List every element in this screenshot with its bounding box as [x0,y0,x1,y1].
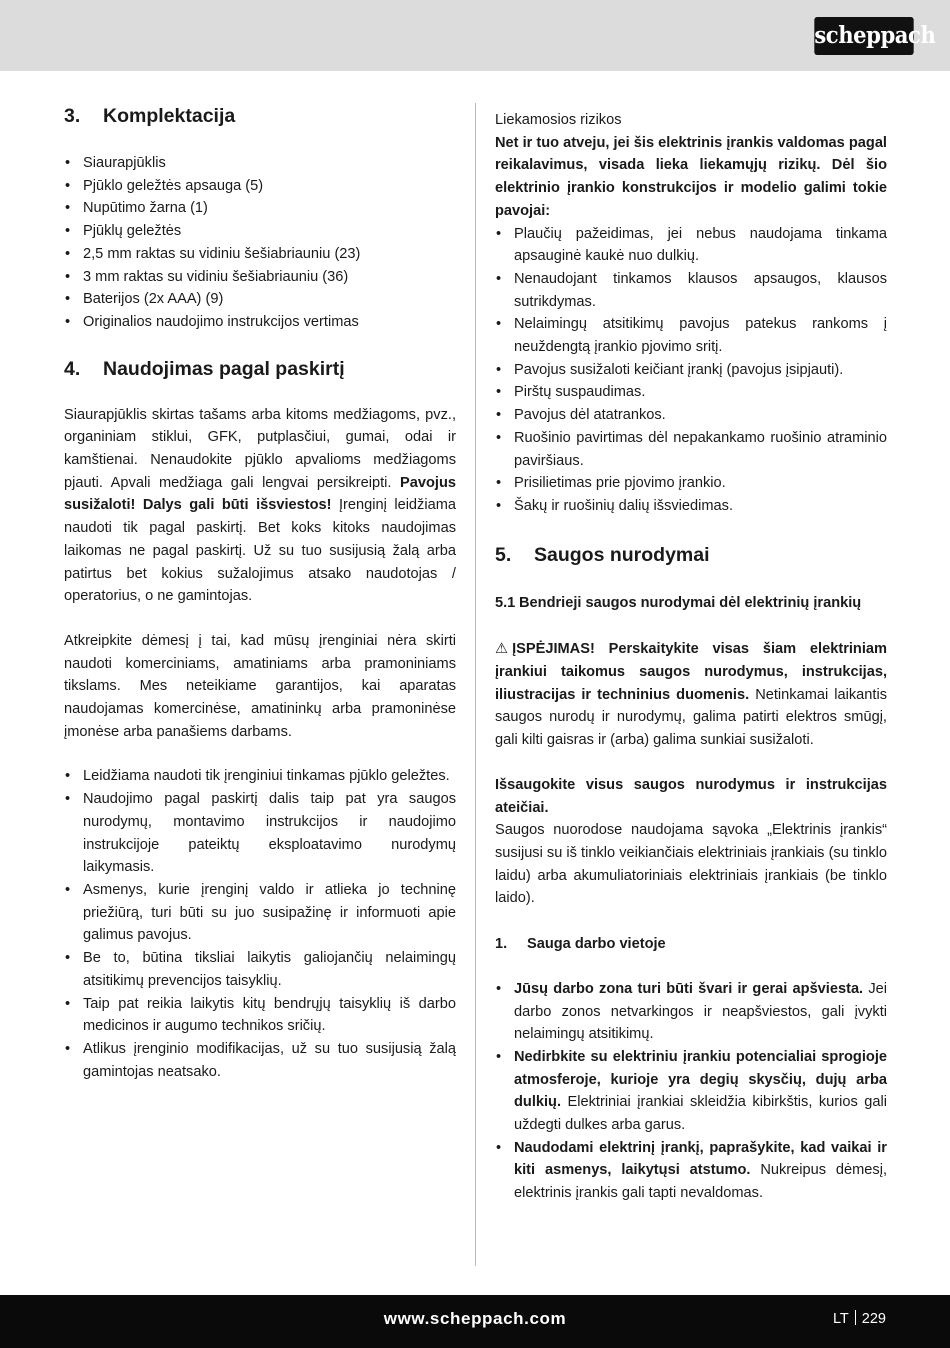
subsection-title: Bendrieji saugos nurodymai dėl elektrinių įrankių [519,594,862,611]
warning-paragraph [495,638,887,752]
list-item: • Siaurapjūklis [64,152,456,175]
list-item: • Pjūklo geležtės apsauga (5) [64,175,456,198]
section-5-heading [495,542,887,568]
item-bold: Nedirbkite su elektriniu įrankiu potencialiai sprogioje atmosferoje, kurioje yra degių skysčių, dujų arba dulkių. [514,1048,887,1111]
section-4-heading [64,356,456,382]
list-item [495,1137,887,1205]
website-url: www.scheppach.com [383,1309,567,1328]
list-item: • Naudojimo pagal paskirtį dalis taip pat yra saugos nurodymų, montavimo instrukcijos ir naudojimo instrukcijoje pateiktų eksploatavimo nurodymų laikymasis. [64,788,456,879]
scheppach-logo: scheppach [814,17,913,55]
contents-list [64,152,456,334]
right-column [495,109,887,1205]
list-item: • Nupūtimo žarna (1) [64,197,456,220]
keep-instructions-bold: Išsaugokite visus saugos nurodymus ir instrukcijas ateičiai. [495,776,887,816]
list-item: • Plaučių pažeidimas, jei nebus naudojama tinkama apsauginė kaukė nuo dulkių. [495,223,887,268]
paragraph-text: Įrenginį leidžiama naudoti tik pagal paskirtį. Bet koks kitoks naudojimas laikomas ne pagal paskirtį. Už su tuo susijusią žalą arba patirtus bet kokius sužalojimus atsako naudotojas / operatorius, o ne gamintojas. [64,497,456,605]
item-text: Nukreipus dėmesį, elektrinis įrankis gali tapti nevaldomas. [514,1162,887,1202]
warning-icon: ⚠ [495,641,509,658]
warning-bold: ĮSPĖJIMAS! Perskaitykite visas šiam elektriniam įrankiui taikomus saugos nurodymus, instrukcijas, iliustracijas ir techninius duomenis. [495,641,887,703]
footer [0,1295,950,1348]
commercial-use-paragraph: Atkreipkite dėmesį į tai, kad mūsų įrenginiai nėra skirti naudoti komerciniams, amatiniams arba pramoniniams tikslams. Mes neteikiame garantijos, kai aparatas naudojamas komercinėse, amatininkų arba pramoninėse įmonėse arba panašiems darbams. [64,632,456,740]
separator [855,1310,856,1325]
residual-risks-title: Liekamosios rizikos [495,112,622,128]
list-item: • Originalios naudojimo instrukcijos vertimas [64,311,456,334]
list-item: • Taip pat reikia laikytis kitų bendrųjų taisyklių iš darbo medicinos ir augumo technikos sričių. [64,993,456,1038]
list-item: • 2,5 mm raktas su vidiniu šešiabriauniu (23) [64,243,456,266]
header-band [0,0,950,71]
list-item: • Be to, būtina tiksliai laikytis galiojančių nelaimingų atsitikimų prevencijos taisyklių. [64,947,456,992]
section-number: 5. [495,543,512,566]
left-column [64,103,456,1083]
list-item: • Atlikus įrenginio modifikacijas, už su tuo susijusią žalą gamintojas neatsako. [64,1038,456,1083]
page-indicator [833,1310,886,1327]
residual-risks-list [495,223,887,518]
subsection-number: 5.1 [495,594,516,611]
list-item [495,978,887,1046]
section-number: 4. [64,357,81,380]
list-item: • Nelaimingų atsitikimų pavojus patekus rankoms į neuždengtą įrankio pjovimo sritį. [495,313,887,358]
subsection-5-1-heading [495,592,887,615]
item-bold: Jūsų darbo zona turi būti švari ir gerai apšviesta. [514,980,864,997]
list-item: • Pjūklų geležtės [64,220,456,243]
intended-use-list [64,765,456,1083]
section-number: 3. [64,105,81,127]
list-item: • Pavojus dėl atatrankos. [495,404,887,427]
section-title: Komplektacija [103,105,236,127]
keep-instructions-text: Saugos nuorodose naudojama sąvoka „Elektrinis įrankis“ susijusi su iš tinklo veikiančiais elektriniais įrankiais (su tinklo laidu) arba akumuliatoriniais elektriniais įrankiais (be tinklo laido). [495,822,887,907]
paragraph-text: Siaurapjūklis skirtas tašams arba kitoms medžiagoms, pvz., organiniam stiklui, GFK, putplasčiui, gumai, odai ir kamštienai. Nenaudokite pjūklo apvalioms medžiagoms pjauti. Apvali medžiaga gali lengvai persikreipti. [64,406,456,491]
list-item: • Šakų ir ruošinių dalių išsviedimas. [495,495,887,518]
column-divider [475,103,476,1266]
section-3-heading [64,103,456,129]
intended-use-paragraph [64,404,456,608]
item-bold: Naudodami elektrinį įrankį, paprašykite, kad vaikai ir kiti asmenys, laikytųsi atstumo. [514,1139,887,1179]
item-text: Jei darbo zonos netvarkingos ir neapšviestos, gali įvykti nelaimingų atsitikimų. [514,980,887,1043]
page-number: 229 [861,1311,886,1327]
residual-risks-intro: Net ir tuo atveju, jei šis elektrinis įrankis valdomas pagal reikalavimus, visada lieka liekamųjų rizikų. Dėl šio elektrinio įrankio konstrukcijos ir modelio galimi tokie pavojai: [495,134,887,219]
list-item: • 3 mm raktas su vidiniu šešiabriauniu (36) [64,266,456,289]
section-title: Saugos nurodymai [534,543,710,566]
section-title: Naudojimas pagal paskirtį [103,357,345,380]
list-item: • Leidžiama naudoti tik įrenginiui tinkamas pjūklo geležtes. [64,765,456,788]
list-item: • Nenaudojant tinkamos klausos apsaugos, klausos sutrikdymas. [495,268,887,313]
paragraph-text: Netinkamai laikantis saugos nurodų ir nurodymų, galima patirti elektros smūgį, gali kilti gaisras ir (arba) galima sunkiai susižaloti. [495,686,887,749]
work-safety-list [495,978,887,1205]
section-number: 1. [495,936,508,953]
list-item: • Ruošinio pavirtimas dėl nepakankamo ruošinio atraminio paviršiaus. [495,427,887,472]
danger-note: Pavojus susižaloti! Dalys gali būti išsviestos! [64,474,456,514]
item-text: Elektriniai įrankiai skleidžia kibirkštis, kurios gali uždegti dulkes arba garus. [514,1094,887,1134]
list-item: • Baterijos (2x AAA) (9) [64,288,456,311]
list-item: • Pavojus susižaloti keičiant įrankį (pavojus įsipjauti). [495,359,887,382]
list-item [495,1046,887,1137]
list-item: • Asmenys, kurie įrenginį valdo ir atlieka jo techninę priežiūrą, turi būti su juo susipažinę ir informuoti apie galimus pavojus. [64,879,456,947]
list-item: • Pirštų suspaudimas. [495,381,887,404]
language-code: LT [832,1311,849,1327]
list-item: • Prisilietimas prie pjovimo įrankio. [495,472,887,495]
work-safety-heading [495,933,887,956]
section-title: Sauga darbo vietoje [527,936,666,953]
